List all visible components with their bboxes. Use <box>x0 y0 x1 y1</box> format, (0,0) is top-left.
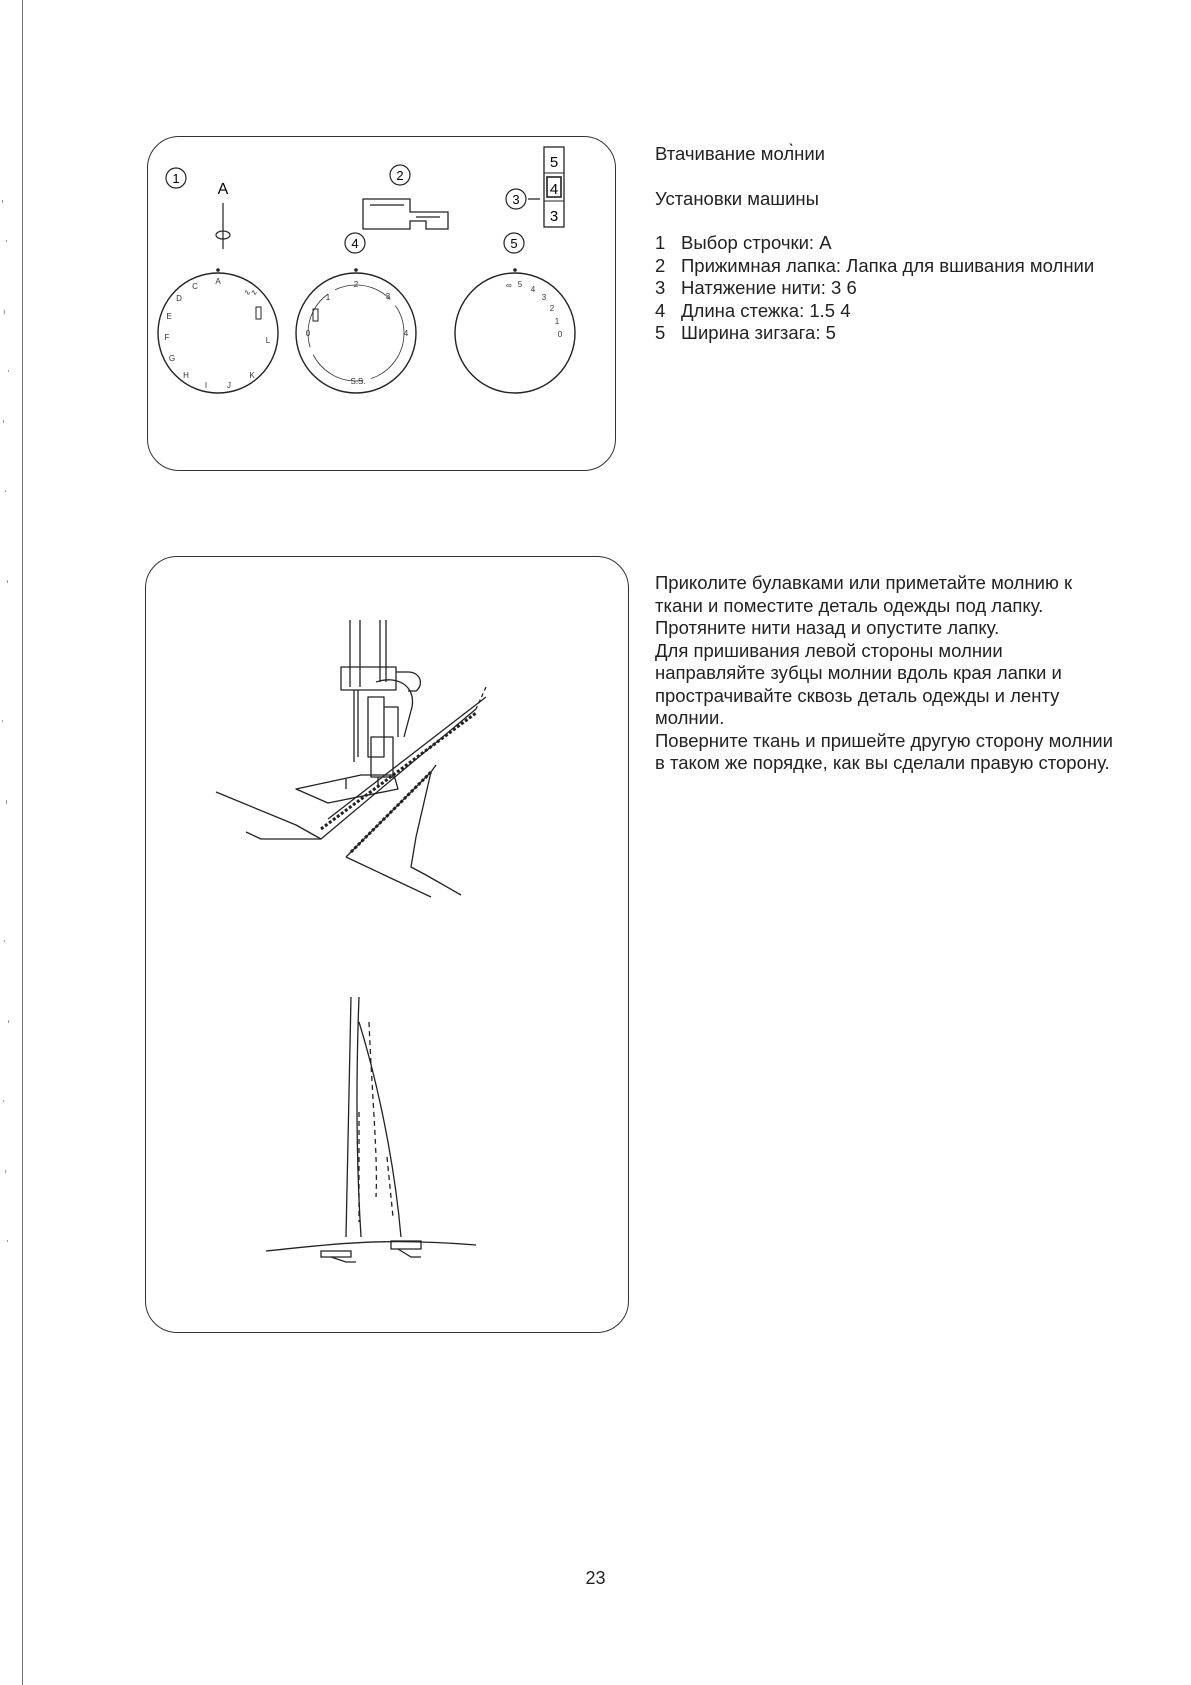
section-title: Втачивание мол̀нии <box>655 143 826 164</box>
svg-text:L: L <box>265 336 271 345</box>
page-number: 23 <box>585 1568 606 1588</box>
svg-text:∿∿: ∿∿ <box>244 288 258 297</box>
svg-text:C: C <box>192 282 198 291</box>
svg-text:A: A <box>215 277 221 286</box>
svg-text:0: 0 <box>305 329 311 338</box>
svg-text:H: H <box>183 371 189 380</box>
svg-text:4: 4 <box>549 181 559 198</box>
svg-text:4: 4 <box>530 285 536 294</box>
presser-foot-illustration <box>216 620 486 897</box>
callout-2 <box>390 165 410 185</box>
instruction-paragraph: Поверните ткань и пришейте другую сторону молнии в таком же порядке, как вы сделали правую сторону. <box>655 729 1113 773</box>
zipper-stitching-illustration <box>266 997 476 1262</box>
svg-text:J: J <box>227 381 231 390</box>
svg-text:4: 4 <box>351 236 359 251</box>
setting-row: 2 Прижимная лапка: Лапка для вшивания молнии <box>655 254 1095 276</box>
svg-text:E: E <box>166 312 172 321</box>
svg-text:F: F <box>164 333 170 342</box>
svg-text:1: 1 <box>325 293 331 302</box>
setting-row: 4 Длина стежка: 1.5 4 <box>655 299 851 321</box>
section-subtitle: Установки машины <box>655 187 819 209</box>
svg-text:3: 3 <box>549 208 559 225</box>
instruction-paragraph: Для пришивания левой стороны молнии направляйте зубцы молнии вдоль края лапки и прострачивайте сквозь деталь одежды и ленту молнии. <box>655 639 1062 728</box>
svg-text:2: 2 <box>549 304 555 313</box>
setting-row: 1 Выбор строчки: A <box>655 232 832 253</box>
zigzag-width-dial <box>455 268 575 393</box>
svg-text:5: 5 <box>517 280 523 289</box>
pattern-selector-dial <box>158 268 278 393</box>
machine-settings-text <box>655 143 1115 345</box>
instructions-text <box>655 572 1115 775</box>
svg-text:4: 4 <box>403 329 409 338</box>
callout-4 <box>345 233 365 253</box>
svg-text:2: 2 <box>396 168 404 183</box>
callout-5 <box>504 233 524 253</box>
stitch-length-dial <box>296 268 416 393</box>
svg-text:3: 3 <box>541 293 547 302</box>
svg-text:5: 5 <box>549 154 559 171</box>
svg-text:3: 3 <box>385 292 391 301</box>
svg-text:3: 3 <box>512 192 520 207</box>
callout-1 <box>166 168 186 188</box>
instruction-paragraph: Приколите булавками или приметайте молнию к ткани и поместите деталь одежды под лапку. <box>655 572 1073 616</box>
svg-text:5: 5 <box>510 236 518 251</box>
stitch-letter: A <box>217 181 229 198</box>
svg-text:2: 2 <box>353 280 359 289</box>
instruction-paragraph: Протяните нити назад и опустите лапку. <box>655 617 1000 638</box>
scan-specks <box>0 160 20 1310</box>
svg-text:∞: ∞ <box>506 281 512 290</box>
binding-line <box>22 0 23 1685</box>
svg-text:S.S.: S.S. <box>350 377 366 386</box>
svg-text:D: D <box>176 294 182 303</box>
machine-settings-figure <box>147 136 616 471</box>
tension-scale <box>544 147 564 227</box>
zipper-insertion-figure <box>145 556 629 1333</box>
callout-3 <box>506 189 526 209</box>
svg-text:G: G <box>168 354 176 363</box>
setting-row: 5 Ширина зигзага: 5 <box>655 322 836 343</box>
straight-stitch-icon <box>216 203 230 249</box>
svg-text:0: 0 <box>557 330 563 339</box>
svg-text:1: 1 <box>172 171 180 186</box>
zipper-foot-icon <box>363 199 448 229</box>
svg-text:1: 1 <box>554 317 560 326</box>
svg-text:I: I <box>204 381 208 390</box>
setting-row: 3 Натяжение нити: 3 6 <box>655 277 857 298</box>
svg-text:K: K <box>249 371 255 380</box>
